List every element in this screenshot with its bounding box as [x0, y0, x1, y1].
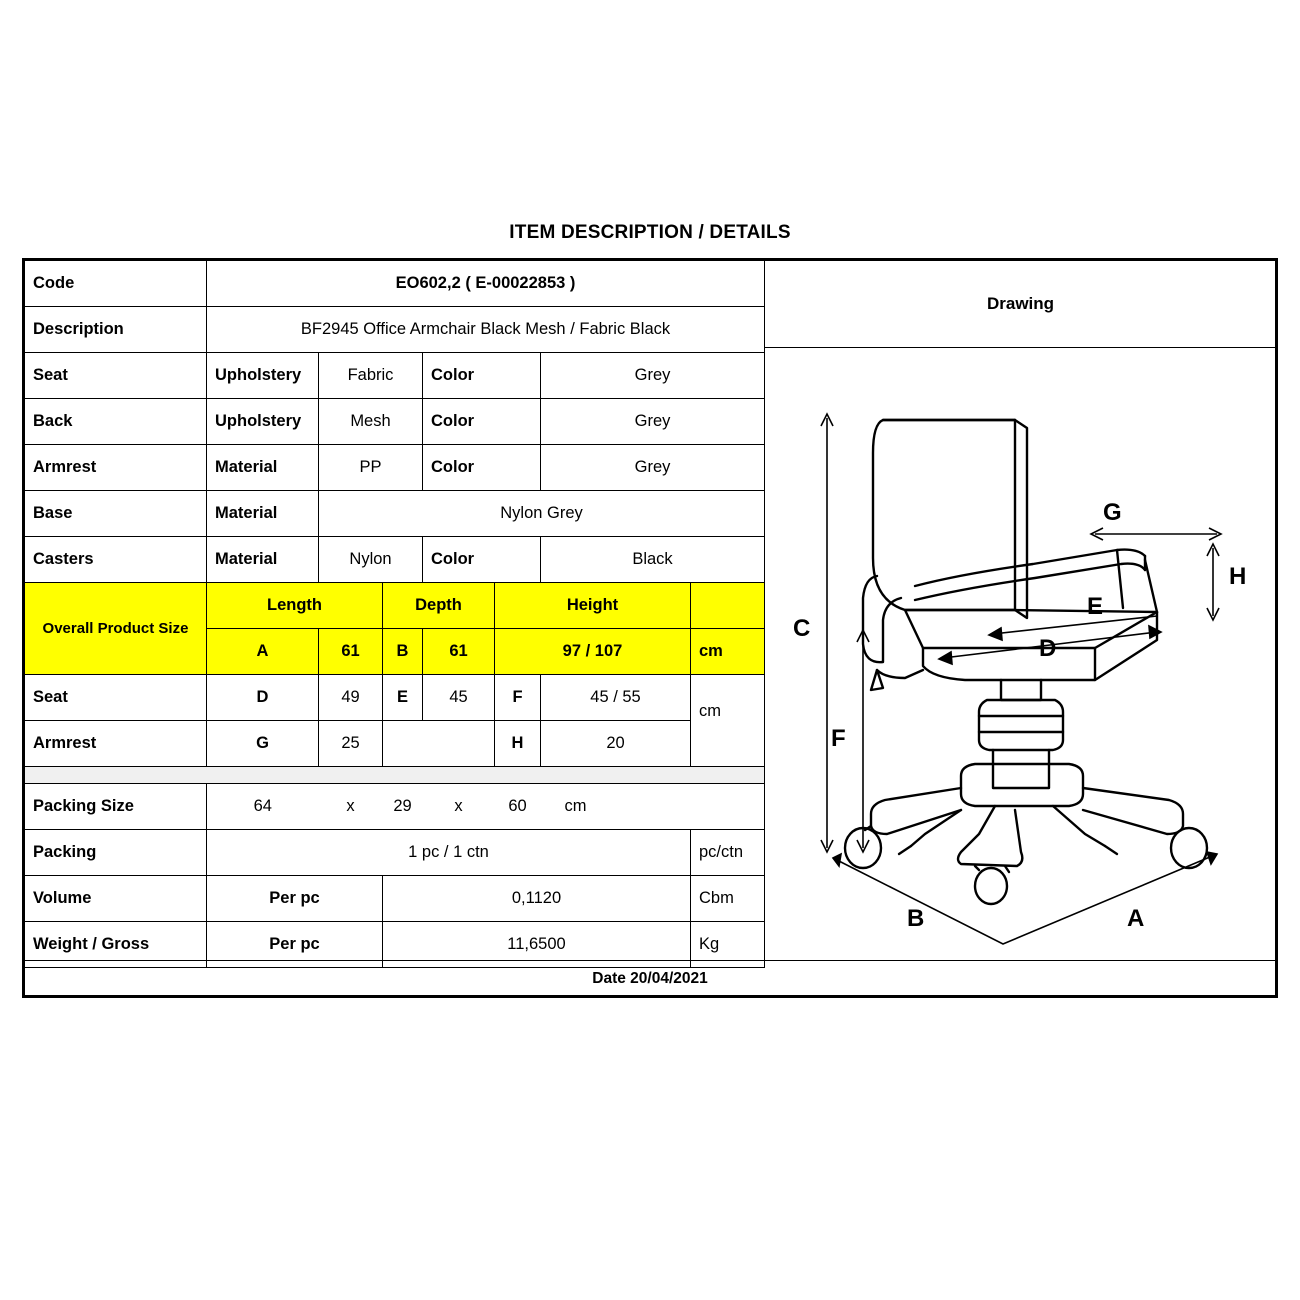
packing-size-unit: cm	[541, 784, 765, 830]
casters-material-label: Material	[207, 537, 319, 583]
back-upholstery-label: Upholstery	[207, 399, 319, 445]
overall-depth-key: B	[383, 629, 423, 675]
weight-value: 11,6500	[383, 922, 691, 968]
table-row-description	[25, 307, 765, 353]
back-label: Back	[25, 399, 207, 445]
page-title: ITEM DESCRIPTION / DETAILS	[509, 222, 791, 243]
table-row-casters-material	[25, 537, 765, 583]
chair-technical-drawing	[765, 348, 1277, 960]
table-row-armrest-size	[25, 721, 765, 767]
table-row-packing	[25, 830, 765, 876]
packing-size-length: 64	[207, 784, 319, 830]
specification-table	[24, 260, 765, 968]
seat-length-key: D	[207, 675, 319, 721]
seat-length-value: 49	[319, 675, 383, 721]
description-label: Description	[25, 307, 207, 353]
volume-value: 0,1120	[383, 876, 691, 922]
dimension-label-F: F	[831, 725, 846, 752]
seat-size-unit: cm	[691, 675, 765, 721]
table-row-armrest-material	[25, 445, 765, 491]
height-header: Height	[495, 583, 691, 629]
table-row-seat-material	[25, 353, 765, 399]
back-color-label: Color	[423, 399, 541, 445]
packing-unit: pc/ctn	[691, 830, 765, 876]
code-value: EO602,2 ( E-00022853 )	[207, 261, 765, 307]
drawing-body	[765, 348, 1276, 960]
armrest-length-value: 25	[319, 721, 383, 767]
seat-upholstery-value: Fabric	[319, 353, 423, 399]
table-row-seat-size	[25, 675, 765, 721]
overall-length-key: A	[207, 629, 319, 675]
armrest-height-key: H	[495, 721, 541, 767]
overall-height-value: 97 / 107	[495, 629, 691, 675]
dimension-label-A: A	[1127, 905, 1145, 932]
drawing-header: Drawing	[765, 260, 1276, 348]
armrest-material-value: PP	[319, 445, 423, 491]
weight-per: Per pc	[207, 922, 383, 968]
casters-color-value: Black	[541, 537, 765, 583]
overall-length-value: 61	[319, 629, 383, 675]
volume-unit: Cbm	[691, 876, 765, 922]
spacer-cell	[25, 767, 765, 784]
packing-size-x2: x	[423, 784, 495, 830]
table-row-packing-size	[25, 784, 765, 830]
seat-depth-value: 45	[423, 675, 495, 721]
drawing-panel	[764, 260, 1276, 960]
depth-header: Depth	[383, 583, 495, 629]
dimension-label-H: H	[1229, 563, 1247, 590]
casters-material-value: Nylon	[319, 537, 423, 583]
packing-size-label: Packing Size	[25, 784, 207, 830]
seat-label: Seat	[25, 353, 207, 399]
back-upholstery-value: Mesh	[319, 399, 423, 445]
seat-color-value: Grey	[541, 353, 765, 399]
seat-height-key: F	[495, 675, 541, 721]
document-date: Date 20/04/2021	[24, 960, 1276, 996]
armrest-color-label: Color	[423, 445, 541, 491]
packing-value: 1 pc / 1 ctn	[207, 830, 691, 876]
overall-depth-value: 61	[423, 629, 495, 675]
overall-size-label: Overall Product Size	[25, 583, 207, 675]
overall-unit-top	[691, 583, 765, 629]
dimension-label-G: G	[1103, 499, 1122, 526]
packing-label: Packing	[25, 830, 207, 876]
base-material-label: Material	[207, 491, 319, 537]
armrest-size-unit	[691, 721, 765, 767]
dimension-label-C: C	[793, 615, 811, 642]
seat-depth-key: E	[383, 675, 423, 721]
weight-label: Weight / Gross	[25, 922, 207, 968]
weight-unit: Kg	[691, 922, 765, 968]
base-label: Base	[25, 491, 207, 537]
armrest-length-key: G	[207, 721, 319, 767]
packing-size-x1: x	[319, 784, 383, 830]
code-label: Code	[25, 261, 207, 307]
volume-label: Volume	[25, 876, 207, 922]
back-color-value: Grey	[541, 399, 765, 445]
armrest-height-value: 20	[541, 721, 691, 767]
armrest-size-label: Armrest	[25, 721, 207, 767]
seat-color-label: Color	[423, 353, 541, 399]
length-header: Length	[207, 583, 383, 629]
table-row-volume	[25, 876, 765, 922]
volume-per: Per pc	[207, 876, 383, 922]
dimension-label-E: E	[1087, 593, 1104, 620]
packing-size-height: 60	[495, 784, 541, 830]
armrest-label: Armrest	[25, 445, 207, 491]
table-row-overall-size-header	[25, 583, 765, 629]
table-row-spacer	[25, 767, 765, 784]
casters-color-label: Color	[423, 537, 541, 583]
armrest-depth-empty	[383, 721, 495, 767]
armrest-color-value: Grey	[541, 445, 765, 491]
seat-upholstery-label: Upholstery	[207, 353, 319, 399]
overall-size-unit: cm	[691, 629, 765, 675]
dimension-label-D: D	[1039, 635, 1057, 662]
base-material-value: Nylon Grey	[319, 491, 765, 537]
description-value: BF2945 Office Armchair Black Mesh / Fabric Black	[207, 307, 765, 353]
table-row-back-material	[25, 399, 765, 445]
table-row-base-material	[25, 491, 765, 537]
table-row-code	[25, 261, 765, 307]
seat-height-value: 45 / 55	[541, 675, 691, 721]
armrest-material-label: Material	[207, 445, 319, 491]
casters-label: Casters	[25, 537, 207, 583]
packing-size-width: 29	[383, 784, 423, 830]
dimension-label-B: B	[907, 905, 925, 932]
seat-size-label: Seat	[25, 675, 207, 721]
